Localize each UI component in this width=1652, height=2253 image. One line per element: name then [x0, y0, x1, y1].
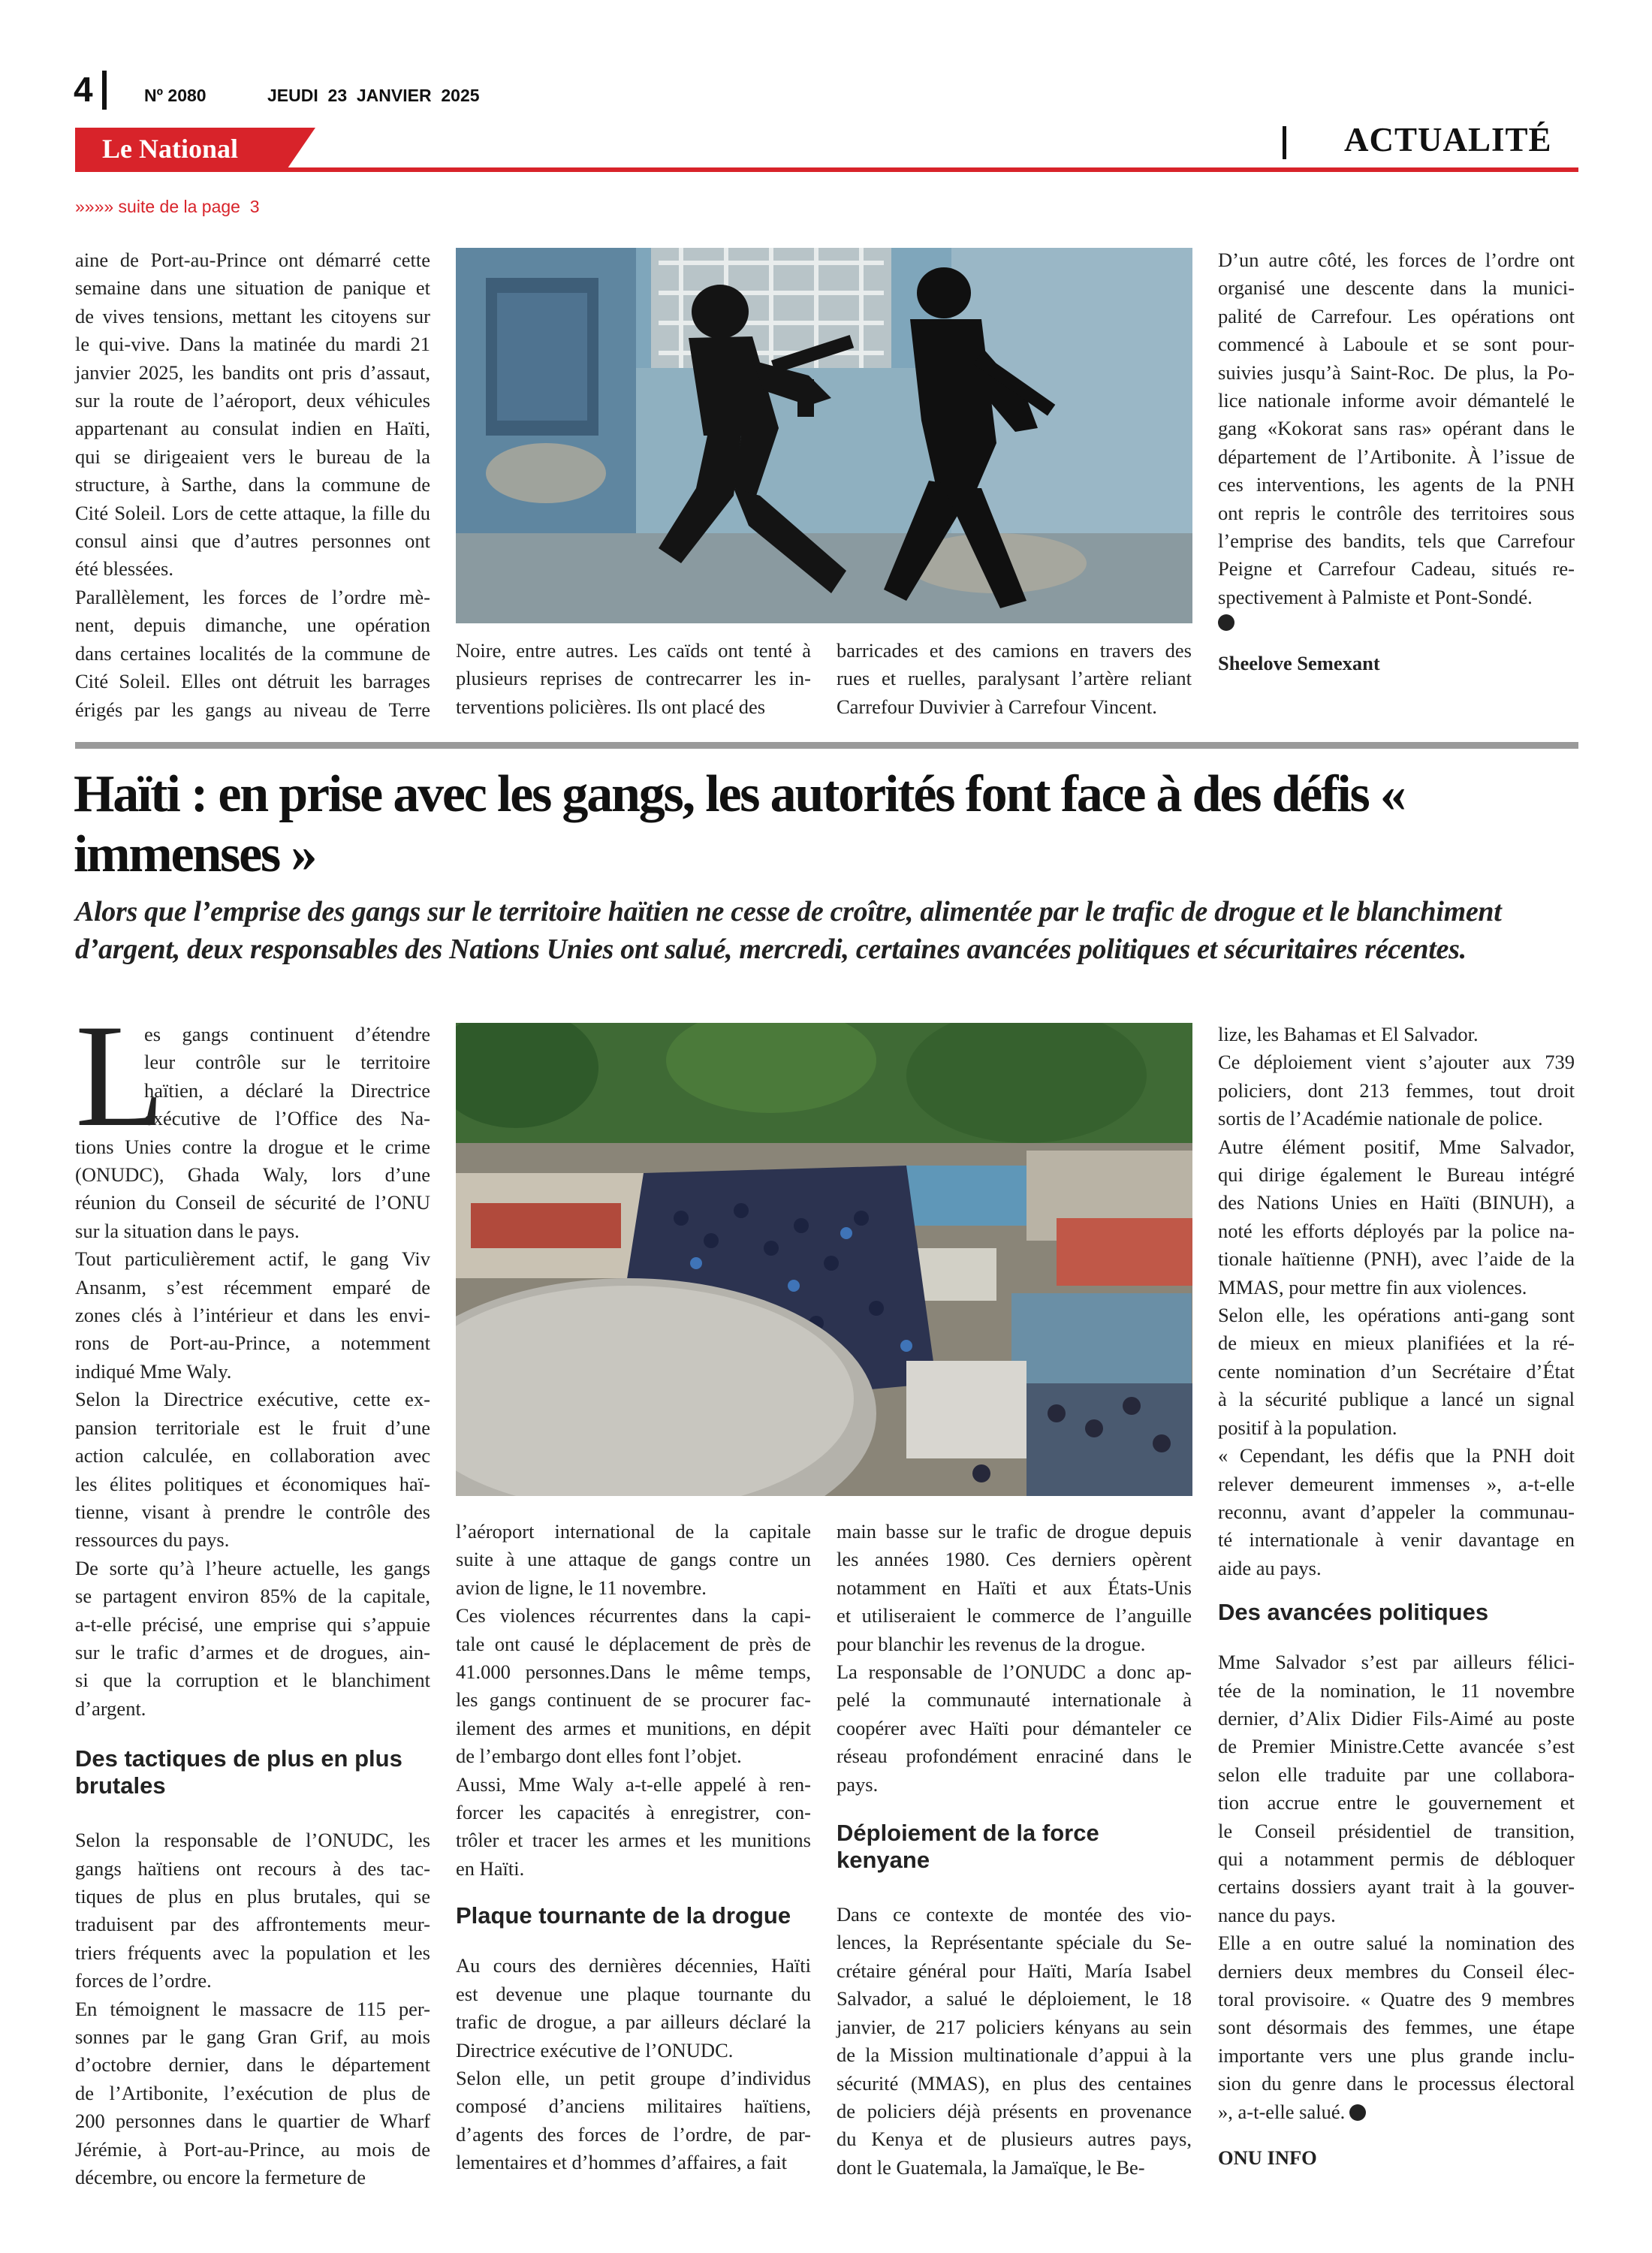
- drop-cap: L: [75, 994, 165, 1157]
- text-line: structure, à Sarthe, dans la commune de: [75, 473, 430, 496]
- subhead-tactiques: Des tactiques de plus en plus brutales: [75, 1745, 402, 1799]
- issue-date: JEUDI 23 JANVIER 2025: [267, 86, 480, 105]
- text-line: consul ainsi que d’autres personnes ont: [75, 529, 430, 553]
- text-line: gang «Kokorat sans ras» opérant dans le: [1218, 417, 1575, 440]
- text-line: dernier, d’Alix Didier Fils-Aimé au poste: [1218, 1706, 1575, 1730]
- text-line: relever demeurent immenses », a-t-elle: [1218, 1472, 1575, 1495]
- section-title: ACTUALITÉ: [1344, 121, 1552, 158]
- text-line: Autre élément positif, Mme Salvador,: [1218, 1135, 1575, 1158]
- text-line: été blessées.: [75, 557, 173, 581]
- text-line: des Nations Unies en Haïti (BINUH), a: [1218, 1191, 1575, 1214]
- text-line: pour blanchir les revenus de la drogue.: [837, 1632, 1146, 1655]
- text-line: Elle a en outre salué la nomination des: [1218, 1932, 1575, 1955]
- text-line: Cité Soleil. Elles ont détruit les barrages: [75, 670, 430, 693]
- text-line: De sorte qu’à l’heure actuelle, les gangs: [75, 1556, 430, 1579]
- text-line: Directrice exécutive de l’ONUDC.: [456, 2038, 734, 2061]
- text-line: érigés par les gangs au niveau de Terre: [75, 698, 430, 721]
- text-line: gangs haïtiens ont recours à des tac-: [75, 1856, 430, 1880]
- text-line: l’aéroport international de la capitale: [456, 1520, 811, 1543]
- end-mark-icon: [1349, 2104, 1366, 2121]
- text-line: dont le Guatemala, la Jamaïque, le Be-: [837, 2155, 1145, 2179]
- text-line: sortis de l’Académie nationale de police.: [1218, 1107, 1543, 1130]
- text-line: exécutive de l’Office des Na-: [144, 1107, 430, 1130]
- text-line: 41.000 personnes.Dans le même temps,: [456, 1660, 811, 1684]
- text-line: de l’Artibonite, l’exécution de plus de: [75, 2081, 430, 2104]
- text-line: derniers deux membres du Conseil élec-: [1218, 1959, 1575, 1983]
- text-line: de mieux en mieux planifiées et la ré-: [1218, 1332, 1575, 1355]
- text-line: semaine dans une situation de panique et: [75, 276, 430, 300]
- text-line: Mme Salvador s’est par ailleurs félici-: [1218, 1651, 1575, 1674]
- text-line: Cité Soleil. Lors de cette attaque, la fille du: [75, 501, 430, 524]
- text-line: rons de Port-au-Prince, a notemment: [75, 1332, 430, 1355]
- text-line: d’agents des forces de l’ordre, de par-: [456, 2122, 811, 2146]
- text-line: qui a notamment permis de débloquer: [1218, 1847, 1575, 1870]
- article1-col2: [456, 637, 811, 721]
- text-line: Salvador, a salué le déploiement, le 18: [837, 1987, 1192, 2010]
- text-line: lice nationale informe avoir démantelé le: [1218, 389, 1575, 412]
- text-line: action calculée, en collaboration avec: [75, 1444, 430, 1467]
- text-line: Ce déploiement vient s’ajouter aux 739: [1218, 1051, 1575, 1074]
- text-line: toral provisoire. « Quatre des 9 membres: [1218, 1988, 1575, 2010]
- text-line: palité de Carrefour. Les opérations ont: [1218, 304, 1575, 327]
- text-line: indiqué Mme Waly.: [75, 1359, 232, 1383]
- page-number-divider: [102, 71, 107, 110]
- brand-name: Le National: [102, 134, 239, 164]
- text-line: le qui-vive. Dans la matinée du mardi 21: [75, 333, 430, 356]
- text-line: tienne, visant à prendre le contrôle des: [75, 1500, 430, 1523]
- text-line: trôler et tracer les armes et les munitions: [456, 1829, 811, 1852]
- article2-col3: [837, 1518, 1192, 2182]
- article2-col1: [75, 994, 430, 2191]
- text-line: composé d’anciens militaires haïtiens,: [456, 2095, 811, 2118]
- text-line: qui dirige également le Bureau intégré: [1218, 1163, 1575, 1187]
- text-line: tionale haïtienne (PNH), avec l’aide de la: [1218, 1247, 1575, 1271]
- text-line: sur la situation dans le pays.: [75, 1219, 300, 1242]
- text-line: les années 1980. Ces derniers opèrent: [837, 1548, 1192, 1571]
- text-line: organisé une descente dans la munici-: [1218, 276, 1575, 300]
- text-line: ces interventions, les agents de la PNH: [1218, 473, 1575, 496]
- text-line: forces de l’ordre.: [75, 1969, 212, 1992]
- text-line: aide au pays.: [1218, 1556, 1322, 1579]
- text-line: cente nomination d’un Secrétaire d’État: [1218, 1359, 1575, 1383]
- end-mark-icon: [1218, 614, 1234, 631]
- text-line: lences, la Représentante spéciale du Se-: [837, 1931, 1192, 1954]
- text-line: avion de ligne, le 11 novembre.: [456, 1576, 707, 1599]
- text-line: barricades et des camions en travers des: [837, 639, 1192, 662]
- text-line: se partagent environ 85% de la capitale,: [75, 1585, 430, 1608]
- text-line: sur la route de l’aéroport, deux véhicules: [75, 389, 430, 412]
- text-line: est devenue une plaque tournante du: [456, 1982, 811, 2005]
- text-line: appartenant au consulat indien en Haïti,: [75, 417, 430, 440]
- article2-standfirst: Alors que l’emprise des gangs sur le territoire haïtien ne cesse de croître, alimentée par le trafic de drogue et le blanchiment d’argent, deux responsables des Nations Unies ont salué, mercredi, certaines avancées politiques et sécuritaires récentes.: [75, 896, 1502, 965]
- text-line: rues et ruelles, paralysant l’artère reliant: [837, 667, 1192, 690]
- text-line: certains dossiers ayant trait à la gouver-: [1218, 1875, 1575, 1899]
- text-line: Aussi, Mme Waly a-t-elle appelé à ren-: [456, 1772, 811, 1796]
- article1-photo-police: [456, 248, 1192, 623]
- text-line: lementaires et d’hommes d’affaires, a fait: [456, 2151, 787, 2174]
- text-line: noté les efforts déployés par la police na-: [1218, 1219, 1575, 1242]
- text-line: Selon la responsable de l’ONUDC, les: [75, 1829, 430, 1852]
- article1-author: Sheelove Semexant: [1218, 652, 1380, 675]
- text-line: de policiers déjà présents en provenance: [837, 2099, 1192, 2122]
- text-line: sion du genre dans le processus électoral: [1218, 2072, 1575, 2095]
- text-line: Peigne et Carrefour Cadeau, situés re-: [1218, 557, 1575, 581]
- text-line: Dans ce contexte de montée des vio-: [837, 1903, 1192, 1926]
- text-line: d’octobre dernier, dans le département: [75, 2053, 430, 2077]
- text-line: qui se dirigeaient vers le bureau de la: [75, 445, 430, 468]
- text-line: réunion du Conseil de sécurité de l’ONU: [75, 1191, 430, 1214]
- text-line: Au cours des dernières décennies, Haïti: [456, 1954, 811, 1977]
- article2-col4: [1218, 1021, 1575, 2172]
- text-line: aine de Port-au-Prince ont démarré cette: [75, 249, 430, 271]
- text-line: zones clés à l’intérieur et dans les envi-: [75, 1304, 430, 1327]
- text-line: es gangs continuent d’étendre: [144, 1023, 430, 1045]
- text-line: forcer les capacités à enregistrer, con-: [456, 1801, 811, 1824]
- text-line: importante vers une plus grande inclu-: [1218, 2043, 1575, 2067]
- text-line: sonnes par le gang Gran Grif, au mois: [75, 2025, 430, 2048]
- text-line: D’un autre côté, les forces de l’ordre ont: [1218, 249, 1575, 271]
- subhead-deploiement: Déploiement de la force kenyane: [837, 1820, 1099, 1874]
- text-line: terventions policières. Ils ont placé des: [456, 695, 766, 718]
- text-line: « Cependant, les défis que la PNH doit: [1218, 1444, 1575, 1467]
- page-number: 4: [74, 70, 93, 109]
- text-line: selon elle traduite par une collabora-: [1218, 1763, 1575, 1786]
- text-line: ressources du pays.: [75, 1528, 230, 1552]
- text-line: ont repris le contrôle des territoires sous: [1218, 501, 1575, 524]
- article1-col1: [75, 246, 430, 724]
- text-line: sur le trafic d’armes et de drogues, ain-: [75, 1640, 430, 1663]
- text-line: MMAS, pour mettre fin aux violences.: [1218, 1275, 1527, 1298]
- text-line: si que la corruption et le blanchiment: [75, 1669, 430, 1692]
- text-line: La responsable de l’ONUDC a donc ap-: [837, 1660, 1192, 1684]
- text-line: tion accrue entre le gouvernement et: [1218, 1791, 1575, 1814]
- article2-col2: [456, 1518, 811, 2177]
- text-line: pansion territoriale est le fruit d’une: [75, 1416, 430, 1439]
- text-line: reconnu, avant d’appeler la communau-: [1218, 1500, 1575, 1523]
- article-separator: [75, 742, 1578, 749]
- text-line: haïtien, a déclaré la Directrice: [144, 1078, 430, 1102]
- text-line: plusieurs reprises de contrecarrer les in-: [456, 667, 811, 690]
- text-line: triers fréquents avec la population et les: [75, 1941, 430, 1964]
- text-line: décembre, ou encore la fermeture de: [75, 2166, 366, 2189]
- text-line: En témoignent le massacre de 115 per-: [75, 1997, 430, 2020]
- section-divider: [1283, 126, 1286, 159]
- issue-number: Nº 2080: [144, 86, 206, 105]
- text-line: Parallèlement, les forces de l’ordre mè-: [75, 585, 430, 608]
- article2-photo-crowd: [456, 1023, 1192, 1496]
- text-line: le Conseil présidentiel de transition,: [1218, 1819, 1575, 1842]
- text-line: leur contrôle sur le territoire: [144, 1051, 430, 1074]
- text-line: nance du pays.: [1218, 1903, 1336, 1926]
- text-line: les gangs continuent de se procurer fac-: [456, 1688, 811, 1712]
- text-line: janvier 2025, les bandits ont pris d’assaut,: [75, 360, 430, 384]
- text-line: sécurité (MMAS), en plus des centaines: [837, 2071, 1192, 2095]
- text-line: l’emprise des bandits, tels que Carrefour: [1218, 529, 1575, 553]
- article2-headline: Haïti : en prise avec les gangs, les autorités font face à des défis « immenses »: [74, 765, 1405, 883]
- text-line: tions Unies contre la drogue et le crime: [75, 1135, 430, 1158]
- text-line: réseau profondément enraciné dans le: [837, 1745, 1192, 1768]
- text-line: main basse sur le trafic de drogue depuis: [837, 1520, 1192, 1543]
- text-line: pays.: [837, 1772, 879, 1796]
- text-line: commencé à Laboule et se sont pour-: [1218, 333, 1575, 356]
- text-line: Tout particulièrement actif, le gang Viv: [75, 1247, 430, 1271]
- text-line: lize, les Bahamas et El Salvador.: [1218, 1023, 1479, 1045]
- text-line: notamment en Haïti et aux États-Unis: [837, 1576, 1192, 1599]
- text-line: tée de la nomination, le 11 novembre: [1218, 1678, 1575, 1702]
- text-line: crétaire général pour Haïti, María Isabel: [837, 1959, 1192, 1982]
- text-line: d’argent.: [75, 1697, 146, 1720]
- text-line: pelé la communauté internationale à: [837, 1688, 1192, 1712]
- text-line: nent, depuis dimanche, une opération: [75, 614, 430, 637]
- text-line: Selon la Directrice exécutive, cette ex-: [75, 1388, 430, 1411]
- text-line: », a-t-elle salué.: [1218, 2098, 1575, 2126]
- text-line: et utiliseraient le commerce de l’anguille: [837, 1604, 1192, 1627]
- text-line: sont désormais des femmes, une étape: [1218, 2016, 1575, 2039]
- text-line: de l’embargo dont elles font l’objet.: [456, 1745, 742, 1768]
- header-red-rule: [75, 167, 1578, 172]
- text-line: Ansanm, s’est récemment emparé de: [75, 1275, 430, 1298]
- text-line: Ces violences récurrentes dans la capi-: [456, 1604, 811, 1627]
- text-line: tale ont causé le déplacement de près de: [456, 1632, 811, 1655]
- text-line: ilement des armes et munitions, en dépit: [456, 1716, 811, 1739]
- text-line: de la Mission multinationale d’appui à la: [837, 2043, 1192, 2067]
- text-line: département de l’Artibonite. À l’issue de: [1218, 445, 1575, 468]
- text-line: tiques de plus en plus brutales, qui se: [75, 1884, 430, 1908]
- text-line: du Kenya et de plusieurs autres pays,: [837, 2128, 1192, 2151]
- text-line: suite à une attaque de gangs contre un: [456, 1548, 811, 1571]
- text-line: de Premier Ministre.Cette avancée s’est: [1218, 1735, 1575, 1758]
- text-line: spectivement à Palmiste et Pont-Sondé.: [1218, 585, 1533, 608]
- article1-col3: [837, 637, 1192, 721]
- text-line: Noire, entre autres. Les caïds ont tenté à: [456, 639, 811, 662]
- text-line: Jérémie, à Port-au-Prince, au mois de: [75, 2137, 430, 2161]
- text-line: té internationale à venir davantage en: [1218, 1528, 1575, 1552]
- text-line: (ONUDC), Ghada Waly, lors d’une: [75, 1163, 430, 1187]
- subhead-avancees: Des avancées politiques: [1218, 1599, 1489, 1626]
- continuation-note: »»»» suite de la page 3: [75, 197, 260, 216]
- text-line: suivies jusqu’à Saint-Roc. De plus, la Po-: [1218, 360, 1575, 384]
- article1-col4: [1218, 246, 1575, 678]
- text-line: en Haïti.: [456, 1856, 525, 1880]
- text-line: janvier, de 217 policiers kényans au sein: [837, 2015, 1192, 2038]
- text-line: Selon elle, les opérations anti-gang sont: [1218, 1304, 1575, 1327]
- text-line: de vives tensions, mettant les citoyens sur: [75, 304, 430, 327]
- text-line: positif à la population.: [1218, 1416, 1397, 1439]
- text-line: dans certaines localités de la commune de: [75, 641, 430, 665]
- text-line: les élites politiques et économiques haï-: [75, 1472, 430, 1495]
- text-line: coopérer avec Haïti pour démanteler ce: [837, 1716, 1192, 1739]
- text-line: 200 personnes dans le quartier de Wharf: [75, 2110, 430, 2133]
- text-line: policiers, dont 213 femmes, tout droit: [1218, 1078, 1575, 1102]
- text-line: à la sécurité publique a lancé un signal: [1218, 1388, 1575, 1411]
- text-line: trafic de drogue, a par ailleurs déclaré la: [456, 2010, 811, 2034]
- article2-author: ONU INFO: [1218, 2146, 1317, 2170]
- text-line: traduisent par des affrontements meur-: [75, 1913, 430, 1936]
- text-line: Selon elle, un petit groupe d’individus: [456, 2066, 811, 2089]
- text-line: a-t-elle précisé, une emprise qui s’appuie: [75, 1612, 430, 1636]
- subhead-plaque-tournante: Plaque tournante de la drogue: [456, 1902, 791, 1929]
- text-line: Carrefour Duvivier à Carrefour Vincent.: [837, 695, 1157, 718]
